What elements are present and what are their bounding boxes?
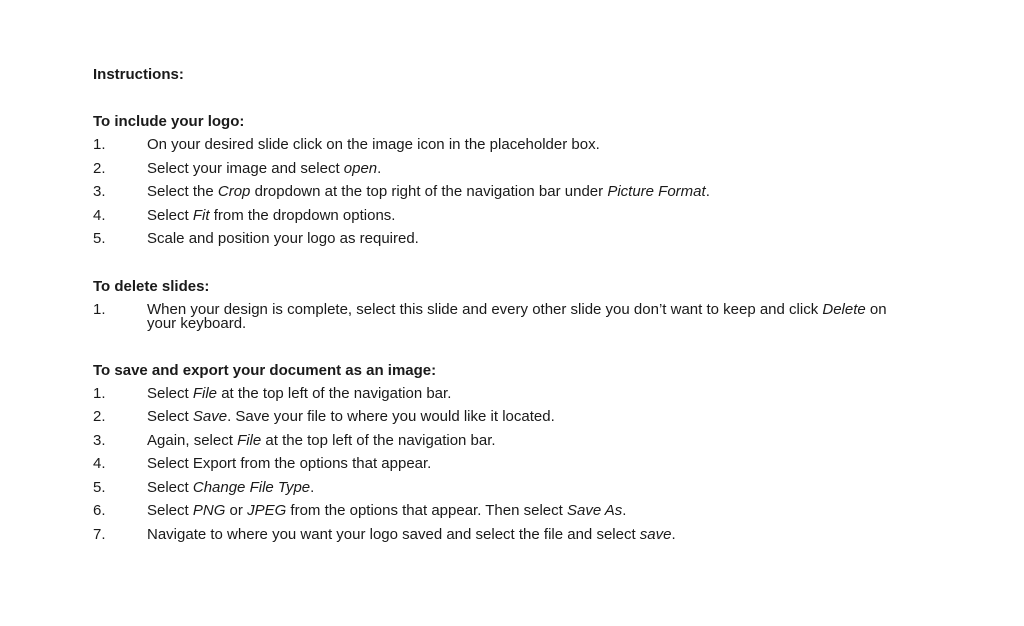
step-text-run: Scale and position your logo as required. [147, 230, 419, 247]
step-text-run: Navigate to where you want your logo saved and select the file and select [147, 525, 640, 543]
step-number: 4. [93, 455, 106, 472]
step-emphasis: PNG [192, 502, 226, 519]
step-emphasis: File [237, 431, 262, 449]
step-text-run: Select Export from the options that appear. [147, 455, 432, 472]
step-item [93, 429, 933, 453]
step-text [147, 526, 676, 543]
instruction-section [93, 111, 933, 251]
step-text [147, 301, 887, 332]
instructions-title: Instructions: [93, 66, 184, 83]
step-text-run: Select the [147, 183, 218, 200]
step-text-run: dropdown at the top right of the navigation bar under [250, 183, 608, 200]
step-number: 1. [93, 136, 106, 153]
step-text-run: . [310, 478, 315, 496]
step-text-run: at the top left of the navigation bar. [261, 431, 496, 449]
step-text [147, 183, 710, 200]
step-text [147, 385, 451, 402]
step-text-run: On your desired slide click on the image icon in the placeholder box. [147, 136, 600, 153]
step-text-run: Again, select [147, 431, 238, 449]
step-item [93, 476, 933, 500]
step-number: 5. [93, 230, 106, 247]
step-text-run: Select your image and select [147, 159, 344, 177]
step-text-run: at the top left of the navigation bar. [217, 384, 452, 402]
step-item [93, 133, 933, 157]
step-item [93, 180, 933, 204]
instruction-sections [93, 111, 933, 546]
step-item [93, 452, 933, 476]
step-number: 6. [93, 502, 106, 519]
step-text [147, 207, 395, 224]
steps-list [93, 382, 933, 547]
step-text-run: Select [147, 384, 193, 402]
step-text [147, 136, 600, 153]
step-emphasis: Picture Format [607, 183, 706, 200]
step-text-run: . Save your file to where you would like it located. [227, 408, 555, 425]
steps-list [93, 133, 933, 251]
step-text-run: When your design is complete, select this slide and every other slide you don’t want to keep and click [147, 300, 823, 318]
section-heading: To delete slides: [93, 277, 210, 295]
step-item [93, 227, 933, 251]
step-emphasis: open [343, 159, 378, 177]
step-item [93, 499, 933, 523]
step-text-run: from the options that appear. Then select [286, 502, 567, 519]
step-number: 4. [93, 206, 106, 224]
step-emphasis: Crop [217, 183, 251, 200]
instruction-section [93, 360, 933, 547]
step-item [93, 204, 933, 228]
step-item [93, 523, 933, 547]
step-number: 1. [93, 300, 106, 318]
step-text [147, 432, 496, 449]
step-text-run: from the dropdown options. [209, 206, 396, 224]
step-text-run: . [622, 502, 627, 519]
step-number: 2. [93, 408, 106, 425]
step-text [147, 230, 419, 247]
step-text-run: Select [147, 502, 193, 519]
instruction-section [93, 276, 933, 335]
step-number: 2. [93, 159, 106, 177]
steps-list [93, 298, 933, 335]
step-emphasis: save [639, 525, 672, 543]
step-emphasis: Save [192, 408, 228, 425]
step-text-run: . [377, 159, 382, 177]
step-text-run: Select [147, 478, 193, 496]
step-number: 7. [93, 525, 106, 543]
step-text-run: . [705, 183, 710, 200]
step-number: 3. [93, 183, 106, 200]
step-emphasis: Delete [822, 300, 866, 318]
step-number: 3. [93, 431, 106, 449]
step-emphasis: Fit [192, 206, 210, 224]
step-text [147, 479, 314, 496]
step-item [93, 298, 915, 335]
step-text-run: Select [147, 206, 193, 224]
step-emphasis: JPEG [247, 502, 287, 519]
instructions-content [93, 64, 933, 546]
step-emphasis: Save As [566, 502, 623, 519]
step-item [93, 157, 933, 181]
step-emphasis: File [192, 384, 218, 402]
step-text-run: Select [147, 408, 193, 425]
step-text [147, 455, 431, 472]
step-text-run: . [671, 525, 676, 543]
step-item [93, 405, 933, 429]
step-text [147, 160, 381, 177]
step-emphasis: Change File Type [192, 478, 311, 496]
section-heading: To include your logo: [93, 113, 245, 130]
section-heading: To save and export your document as an image: [93, 361, 437, 379]
step-number: 5. [93, 478, 106, 496]
step-text-run: or [225, 502, 248, 519]
step-item [93, 382, 933, 406]
step-text-run: on your keyboard. [147, 300, 887, 332]
step-text [147, 502, 626, 519]
step-number: 1. [93, 384, 106, 402]
step-text [147, 408, 555, 425]
